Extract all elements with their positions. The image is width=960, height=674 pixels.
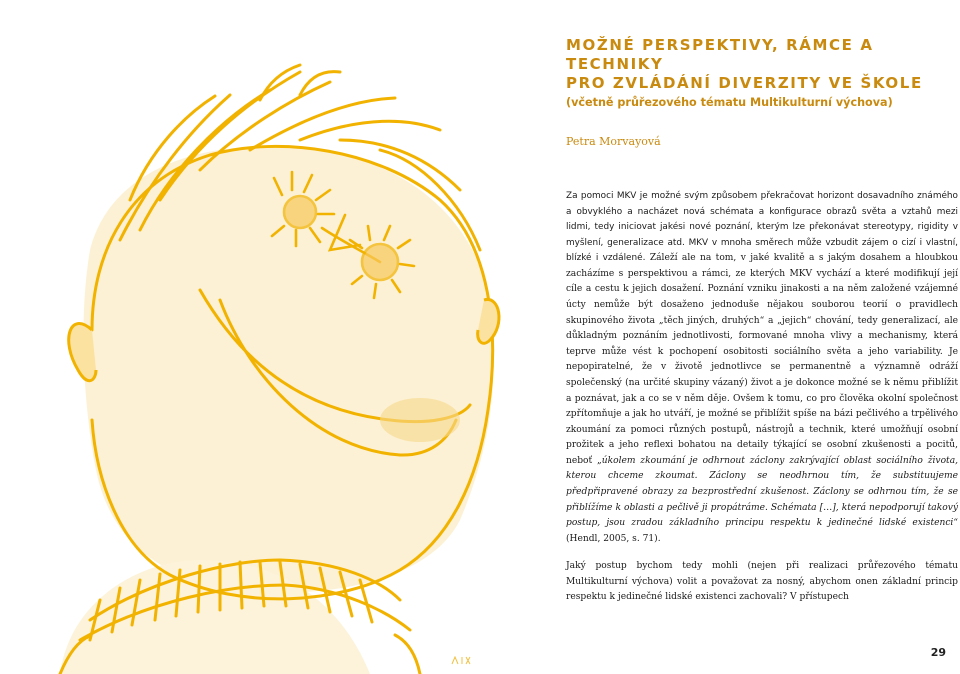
body-paragraph-1 (566, 189, 958, 547)
article-column (566, 36, 958, 606)
chin-wash (380, 398, 460, 442)
quotation: úkolem zkoumání je odhrnout záclony zakrývající oblast sociálního života, kterou chceme zkoumat. Záclony se neodhrnou tím, že substituujeme předpřipravené obrazy za bezprostřední zkušenost. Záclony se odhrnou tím, že se přiblížíme k oblasti a pečlivě ji propátráme. Schémata […], která nepodporují takový postup, jsou zradou základního principu respektu k jedinečné lidské existenci (566, 455, 959, 529)
author-name: Petra Morvayová (566, 135, 661, 148)
intro-sentence: Za pomoci MKV je možné svým způsobem překračovat horizont dosavadního známého a obvyklého a nacházet nová schémata a konfigurace obrazů světa a vztahů mezi lidmi, tedy iniciovat jakési nové poznání, kterým lze překonávat stereotypy, rigidity v myšlení, generalizace atd. MKV v mnoha směrech může vzbudit zájem o cizí i vlastní, blízké i vzdálené. (566, 191, 958, 264)
signature-mark (452, 657, 470, 664)
chapter-title (566, 36, 958, 93)
page-number: 29 (930, 646, 946, 659)
left-ear (69, 324, 96, 381)
chapter-title-line2: PRO ZVLÁDÁNÍ DIVERZITY VE ŠKOLE (566, 74, 923, 92)
chapter-subtitle: (včetně průřezového tématu Multikulturní výchova) (566, 96, 893, 109)
main-text: Záleží ale na tom, v jaké kvalitě a s jakým dosahem a hloubkou zacházíme s perspektivou a rámci, ze kterých MKV vychází a které modifikují její cíle a cestu k jejich dosažení. Poznání vzniku jinakosti a na něm založené vzájemné úcty nemůže být dosaženo jednoduše nějakou souborou teorií o pravidlech skupinového života „těch jiných, druhých“ a „jejich“ chování, tedy generalizací, ale důkladným poznáním jednotlivosti, formované mnoha vlivy a mechanismy, která teprve může vést k pochopení osobitosti sociálního světa a jeho variability. Je nepopiratelné, že v životě jednotlivce se permanentně a významně odráží společenský (na určité skupiny vázaný) život a je dokonce možné se k němu přiblížit a poznávat, jak a co se v něm děje. Ovšem k tomu, co pro člověka okolní společnost zpřítomňuje a jak ho utváří, je možné se přiblížit spíše na bázi pečlivého a trpělivého zkoumání za pomoci různých postupů, nástrojů a technik, které umožňují osobní prožitek a jeho reflexi bohatou na detaily týkající se osobní zkušenosti a pocitů, neboť „ (566, 253, 958, 466)
chapter-title-line1: MOŽNÉ PERSPEKTIVY, RÁMCE A TECHNIKY (566, 36, 874, 73)
body-paragraph-2: Jaký postup bychom tedy mohli (nejen při realizaci průřezového tématu Multikulturní výchova) volit a považovat za nosný, abychom onen základní princip respektu k jedinečné lidské existenci zachovali? V přístupech (566, 561, 958, 603)
citation: “ (Hendl, 2005, s. 71). (566, 518, 958, 544)
